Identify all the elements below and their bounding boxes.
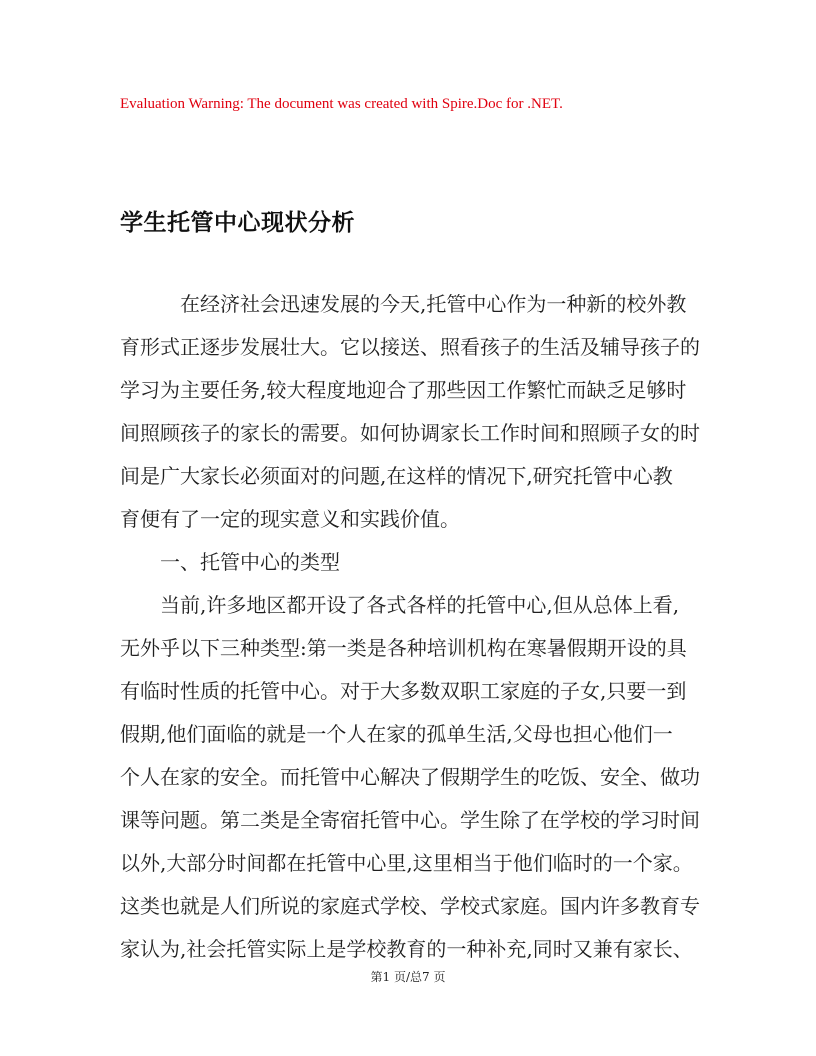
paragraph-line: 家认为,社会托管实际上是学校教育的一种补充,同时又兼有家长、: [120, 937, 693, 961]
paragraph-line: 课等问题。第二类是全寄宿托管中心。学生除了在学校的学习时间: [120, 808, 700, 832]
paragraph-line: 间照顾孩子的家长的需要。如何协调家长工作时间和照顾子女的时: [120, 421, 700, 445]
document-body: [120, 286, 700, 974]
paragraph-line: 以外,大部分时间都在托管中心里,这里相当于他们临时的一个家。: [120, 851, 693, 875]
paragraph-line: 育形式正逐步发展壮大。它以接送、照看孩子的生活及辅导孩子的: [120, 335, 700, 359]
page-footer: 第1 页/总7 页: [370, 970, 446, 984]
evaluation-warning: Evaluation Warning: The document was created with Spire.Doc for .NET.: [120, 96, 563, 112]
paragraph-line: 无外乎以下三种类型:第一类是各种培训机构在寒暑假期开设的具: [120, 636, 687, 660]
paragraph-line: 假期,他们面临的就是一个人在家的孤单生活,父母也担心他们一: [120, 722, 673, 746]
section-heading: 一、托管中心的类型: [160, 550, 340, 574]
paragraph-line: 间是广大家长必须面对的问题,在这样的情况下,研究托管中心教: [120, 464, 673, 488]
paragraph-line: 这类也就是人们所说的家庭式学校、学校式家庭。国内许多教育专: [120, 894, 700, 918]
paragraph-line: 个人在家的安全。而托管中心解决了假期学生的吃饭、安全、做功: [120, 765, 700, 789]
paragraph-line: 在经济社会迅速发展的今天,托管中心作为一种新的校外教: [180, 292, 687, 316]
document-title: 学生托管中心现状分析: [120, 209, 355, 236]
paragraph-line: 有临时性质的托管中心。对于大多数双职工家庭的子女,只要一到: [120, 679, 687, 703]
paragraph-line: 学习为主要任务,较大程度地迎合了那些因工作繁忙而缺乏足够时: [120, 378, 687, 402]
paragraph-line: 当前,许多地区都开设了各式各样的托管中心,但从总体上看,: [160, 593, 680, 617]
paragraph-line: 育便有了一定的现实意义和实践价值。: [120, 507, 460, 531]
